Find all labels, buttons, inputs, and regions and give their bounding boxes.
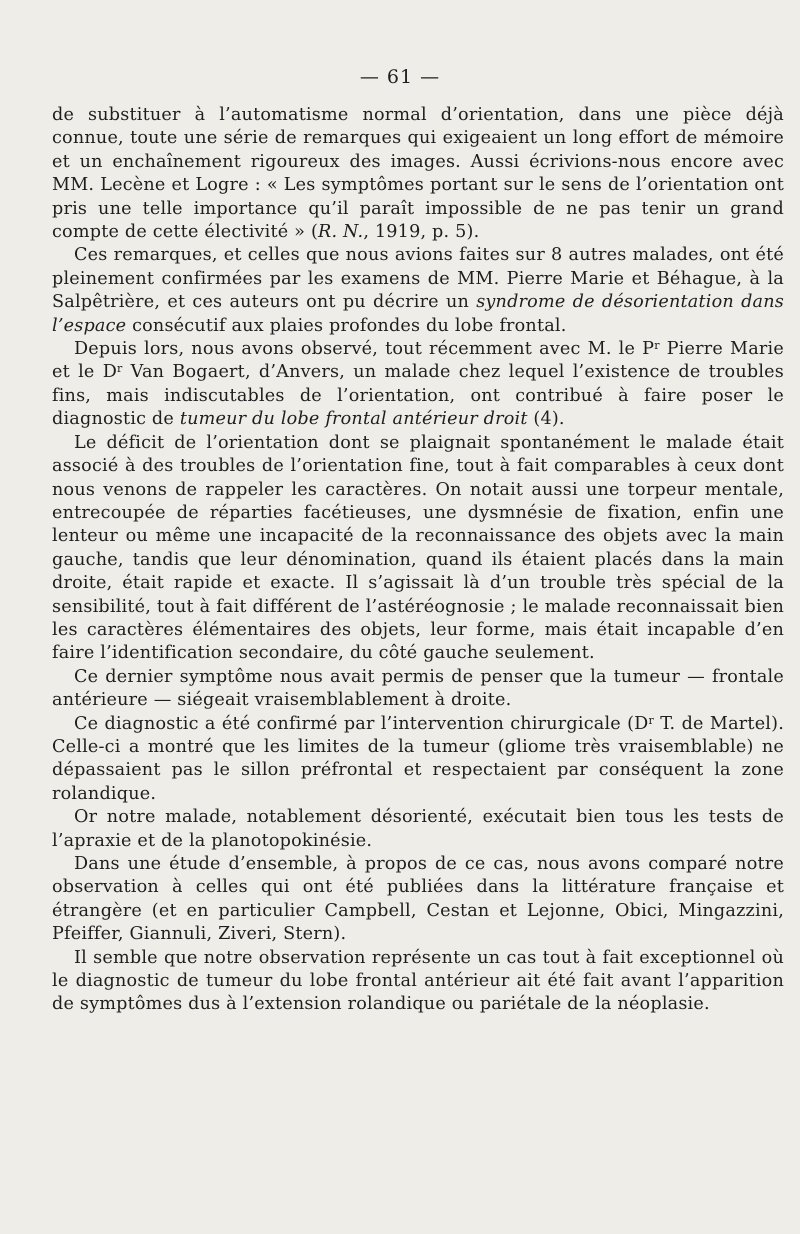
text-run: de substituer à l’automatisme normal d’orientation, dans une pièce déjà connue, toute une série de remarques qui exigeaient un long effort de mémoire et un enchaînement rigoureux des images. Aussi écrivions-nous encore avec MM. Lecène et Logre : « Les symptômes portant sur le sens de l’orientation ont pris une telle importance qu’il paraît impossible de ne pas tenir un grand compte de cette électivité » (: [52, 105, 784, 243]
paragraph: [52, 806, 784, 853]
text-run: Ces remarques, et celles que nous avions faites sur 8 autres malades, ont été pleinement confirmées par les examens de MM. Pierre Marie et Béhague, à la Salpêtrière, et ces auteurs ont pu décrire un: [52, 245, 784, 313]
paragraph: [52, 666, 784, 713]
paragraph: [52, 338, 784, 432]
superscript: r: [654, 339, 660, 353]
superscript: r: [117, 362, 123, 376]
text-run: Van Bogaert, d’Anvers, un malade chez lequel l’existence de troubles fins, mais indiscutables de l’orientation, ont contribué à faire poser le diagnostic de: [52, 362, 784, 430]
text-run: Il semble que notre observation représente un cas tout à fait exceptionnel où le diagnostic de tumeur du lobe frontal antérieur ait été fait avant l’apparition de symptômes dus à l’extension rolandique ou pariétale de la néoplasie.: [52, 947, 784, 1015]
text-run: consécutif aux plaies profondes du lobe frontal.: [126, 315, 567, 336]
text-run: Depuis lors, nous avons observé, tout récemment avec M. le P: [74, 339, 655, 360]
italic-text: R. N.: [318, 222, 364, 243]
paragraph: [52, 947, 784, 1017]
text-run: Le déficit de l’orientation dont se plaignait spontanément le malade était associé à des troubles de l’orientation fine, tout à fait comparables à ceux dont nous venons de rappeler les caractères. On notait aussi une torpeur mentale, entrecoupée de réparties facétieuses, une dysmnésie de fixation, enfin une lenteur ou même une incapacité de la reconnaissance des objets avec la main gauche, tandis que leur dénomination, quand ils étaient placés dans la main droite, était rapide et exacte. Il s’agissait là d’un trouble très spécial de la sensibilité, tout à fait différent de l’astéréognosie ; le malade reconnaissait bien les caractères élémentaires des objets, leur forme, mais était incapable d’en faire l’identification secondaire, du côté gauche seulement.: [52, 432, 784, 664]
superscript: r: [648, 713, 654, 727]
text-run: Pierre Marie et le D: [52, 339, 784, 383]
paragraph: [52, 853, 784, 947]
text-run: Dans une étude d’ensemble, à propos de ce cas, nous avons comparé notre observation à celles qui ont été publiées dans la littérature française et étrangère (et en particulier Campbell, Cestan et Lejonne, Obici, Mingazzini, Pfeiffer, Giannuli, Ziveri, Stern).: [52, 854, 784, 945]
page-number: — 61 —: [359, 66, 441, 88]
text-run: Or notre malade, notablement désorienté, exécutait bien tous les tests de l’apraxie et de la planotopokinésie.: [52, 807, 784, 851]
text-run: Ce dernier symptôme nous avait permis de penser que la tumeur — frontale antérieure — siégeait vraisemblablement à droite.: [52, 666, 784, 711]
text-run: (4).: [527, 409, 565, 430]
paragraph: [52, 244, 784, 338]
text-run: Ce diagnostic a été confirmé par l’intervention chirurgicale (D: [74, 713, 649, 734]
text-run: T. de Martel). Celle-ci a montré que les limites de la tumeur (gliome très vraisemblable) ne dépassaient pas le sillon préfrontal et respectaient par conséquent la zone rolandique.: [52, 713, 784, 804]
text-run: , 1919, p. 5).: [363, 222, 480, 243]
paragraph: [52, 713, 784, 807]
paragraph: [52, 104, 784, 244]
paragraph: [52, 432, 784, 666]
italic-text: tumeur du lobe frontal antérieur droit: [179, 409, 528, 430]
body-text: [52, 104, 784, 1017]
italic-text: syndrome de désorientation dans l’espace: [52, 292, 784, 336]
